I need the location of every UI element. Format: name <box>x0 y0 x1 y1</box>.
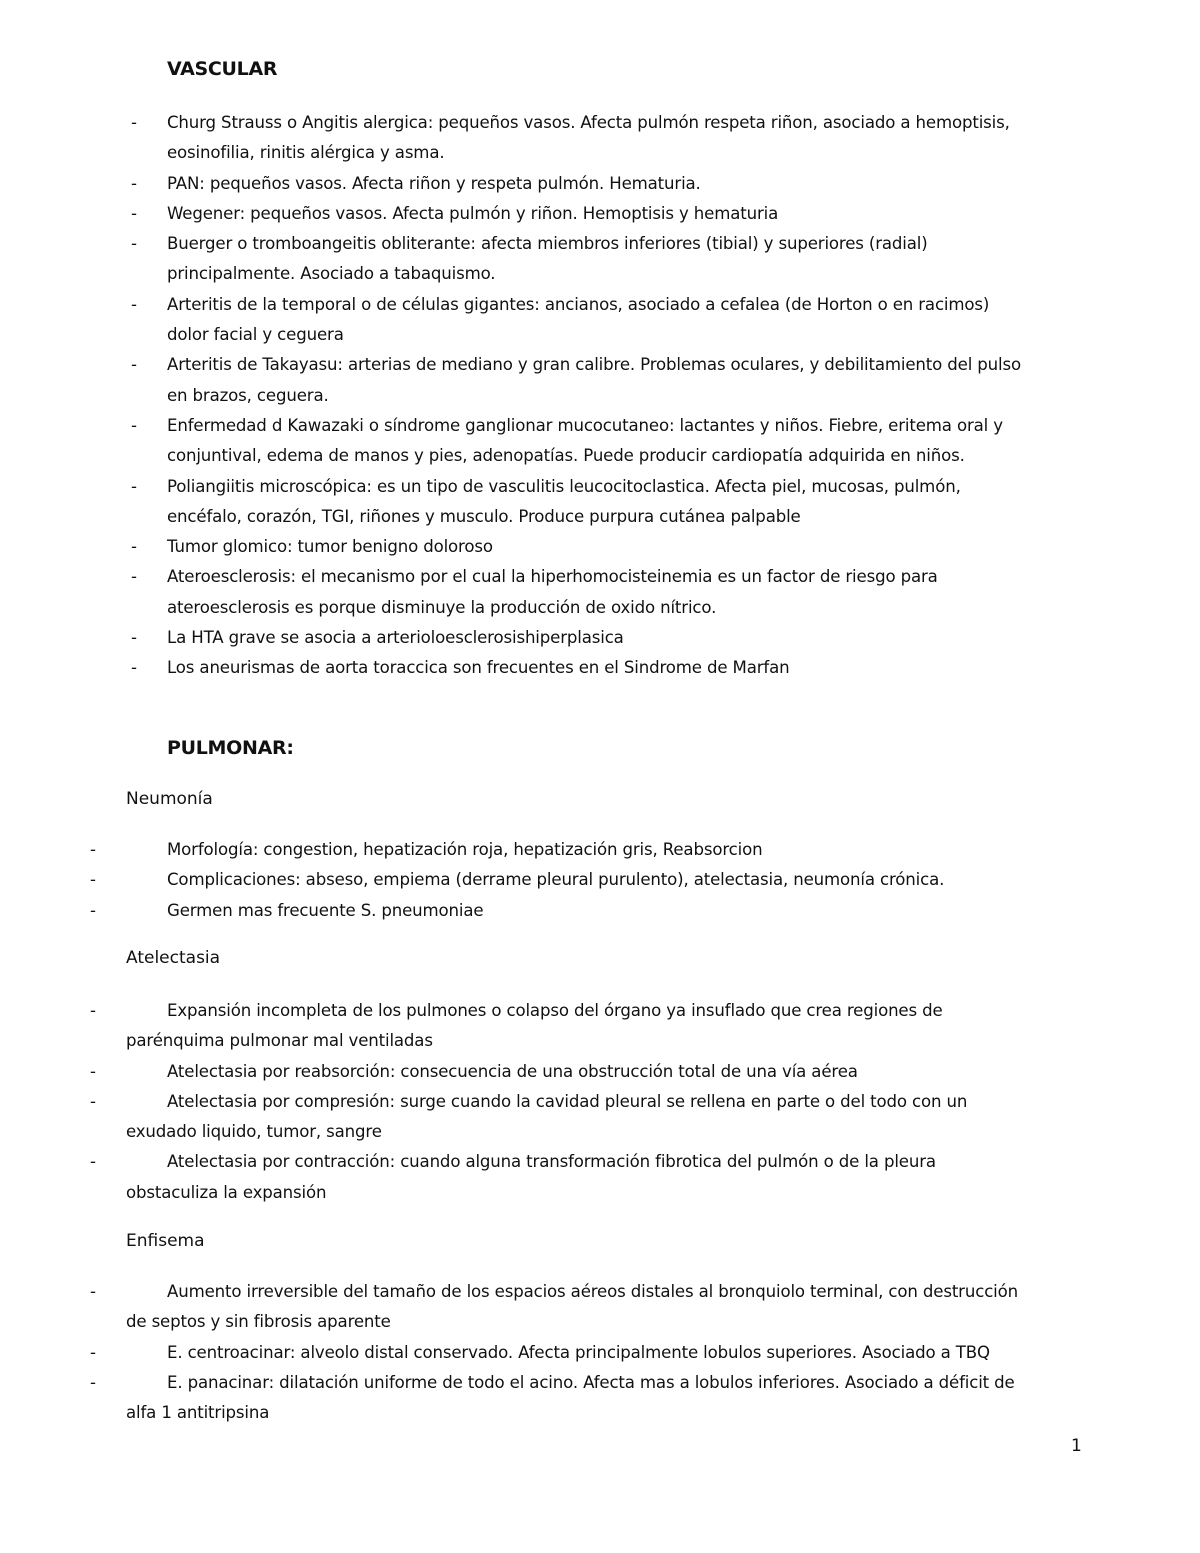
bullet-dash: - <box>90 1282 96 1301</box>
list-item-line <box>167 411 1200 441</box>
list-item <box>0 108 1200 169</box>
list-item-line <box>167 562 1200 592</box>
list-item-line <box>167 593 1200 623</box>
list-item <box>0 835 1200 865</box>
list-item-line <box>126 1307 1200 1337</box>
list-item-line <box>167 350 1200 380</box>
subsection-title-enfisema: Enfisema <box>126 1231 205 1251</box>
bullet-dash: - <box>131 234 137 254</box>
list-item-line <box>126 865 1200 895</box>
list-item-line <box>126 1026 1200 1056</box>
list-item-text: conjuntival, edema de manos y pies, adenopatías. Puede producir cardiopatía adquirida en niños. <box>167 446 965 466</box>
list-item-text: Poliangiitis microscópica: es un tipo de vasculitis leucocitoclastica. Afecta piel, mucosas, pulmón, <box>167 476 961 496</box>
list-item-line <box>167 441 1200 471</box>
list-item-text: exudado liquido, tumor, sangre <box>126 1122 382 1142</box>
list-item-text: E. centroacinar: alveolo distal conservado. Afecta principalmente lobulos superiores. Asociado a TBQ <box>167 1342 990 1362</box>
list-item-line <box>126 896 1200 926</box>
list-item <box>0 350 1200 411</box>
list-item <box>0 1368 1200 1429</box>
bullet-dash: - <box>90 1001 96 1020</box>
list-item-line <box>167 169 1200 199</box>
bullet-dash: - <box>90 1091 96 1111</box>
bullet-dash: - <box>131 628 137 648</box>
section-title-pulmonar: PULMONAR: <box>167 737 294 759</box>
list-item-line <box>126 1398 1200 1428</box>
list-item-text: parénquima pulmonar mal ventiladas <box>126 1031 433 1051</box>
bullet-dash: - <box>131 658 137 678</box>
bullet-dash: - <box>90 1061 96 1081</box>
list-item <box>0 1057 1200 1087</box>
bullet-dash: - <box>90 1342 96 1362</box>
list-item-text: Los aneurismas de aorta toraccica son frecuentes en el Sindrome de Marfan <box>167 658 790 678</box>
list-item <box>0 290 1200 351</box>
list-item-line <box>167 199 1200 229</box>
list-item-text: Arteritis de la temporal o de células gigantes: ancianos, asociado a cefalea (de Horton o en racimos) <box>167 294 990 314</box>
list-item-text: obstaculiza la expansión <box>126 1182 327 1202</box>
list-item <box>0 229 1200 290</box>
bullet-dash: - <box>131 203 137 223</box>
list-item <box>0 996 1200 1057</box>
list-item <box>0 896 1200 926</box>
list-item <box>0 1087 1200 1148</box>
bullet-dash: - <box>131 355 137 375</box>
list-item <box>0 623 1200 653</box>
list-item-text: encéfalo, corazón, TGI, riñones y musculo. Produce purpura cutánea palpable <box>167 506 801 526</box>
list-item-text: dolor facial y ceguera <box>167 325 344 345</box>
bullet-dash: - <box>90 900 96 920</box>
list-item <box>0 1277 1200 1338</box>
bullet-dash: - <box>90 870 96 890</box>
neumonia-list <box>0 835 1200 926</box>
list-item-line <box>167 108 1200 138</box>
enfisema-list <box>0 1277 1200 1428</box>
list-item-text: de septos y sin fibrosis aparente <box>126 1312 391 1332</box>
list-item-text: Atelectasia por compresión: surge cuando la cavidad pleural se rellena en parte o del todo con un <box>167 1091 968 1111</box>
list-item-text: Ateroesclerosis: el mecanismo por el cual la hiperhomocisteinemia es un factor de riesgo para <box>167 567 938 587</box>
list-item-line <box>167 532 1200 562</box>
list-item <box>0 199 1200 229</box>
list-item-line <box>126 1087 1200 1117</box>
list-item-line <box>167 290 1200 320</box>
list-item-line <box>126 1117 1200 1147</box>
list-item-line <box>167 381 1200 411</box>
list-item-text: en brazos, ceguera. <box>167 385 329 405</box>
list-item-text: La HTA grave se asocia a arterioloesclerosishiperplasica <box>167 628 624 648</box>
list-item-text: Expansión incompleta de los pulmones o colapso del órgano ya insuflado que crea regiones de <box>167 1001 943 1020</box>
list-item-line <box>126 1368 1200 1398</box>
list-item <box>0 562 1200 623</box>
list-item-text: Morfología: congestion, hepatización roja, hepatización gris, Reabsorcion <box>167 840 763 859</box>
list-item-text: Buerger o tromboangeitis obliterante: afecta miembros inferiores (tibial) y superiores (radial) <box>167 234 928 254</box>
list-item-line <box>167 472 1200 502</box>
list-item-text: Wegener: pequeños vasos. Afecta pulmón y riñon. Hemoptisis y hematuria <box>167 203 779 223</box>
bullet-dash: - <box>131 476 137 496</box>
list-item-line <box>126 996 1200 1026</box>
bullet-dash: - <box>131 537 137 557</box>
list-item-text: Enfermedad d Kawazaki o síndrome ganglionar mucocutaneo: lactantes y niños. Fiebre, eritema oral y <box>167 415 1003 435</box>
bullet-dash: - <box>90 1372 96 1392</box>
list-item-text: Tumor glomico: tumor benigno doloroso <box>167 537 493 557</box>
list-item-text: ateroesclerosis es porque disminuye la producción de oxido nítrico. <box>167 597 717 617</box>
list-item-line <box>126 1338 1200 1368</box>
list-item-line <box>126 835 1200 865</box>
list-item-line <box>167 623 1200 653</box>
list-item-line <box>167 229 1200 259</box>
list-item-line <box>167 320 1200 350</box>
list-item-text: E. panacinar: dilatación uniforme de todo el acino. Afecta mas a lobulos inferiores. Asociado a déficit de <box>167 1372 1015 1392</box>
list-item <box>0 1338 1200 1368</box>
subsection-title-atelectasia: Atelectasia <box>126 948 221 968</box>
list-item <box>0 169 1200 199</box>
list-item <box>0 653 1200 683</box>
list-item-line <box>126 1057 1200 1087</box>
bullet-dash: - <box>131 173 137 193</box>
list-item-text: Atelectasia por contracción: cuando alguna transformación fibrotica del pulmón o de la pleura <box>167 1152 936 1172</box>
bullet-dash: - <box>90 840 96 859</box>
list-item-text: Complicaciones: abseso, empiema (derrame pleural purulento), atelectasia, neumonía crónica. <box>167 870 945 890</box>
list-item <box>0 1147 1200 1208</box>
list-item-line <box>167 138 1200 168</box>
bullet-dash: - <box>131 294 137 314</box>
bullet-dash: - <box>131 113 137 132</box>
list-item-text: Aumento irreversible del tamaño de los espacios aéreos distales al bronquiolo terminal, con destrucción <box>167 1282 1018 1301</box>
list-item-text: principalmente. Asociado a tabaquismo. <box>167 264 496 284</box>
bullet-dash: - <box>131 415 137 435</box>
atelectasia-list <box>0 996 1200 1208</box>
bullet-dash: - <box>90 1152 96 1172</box>
list-item-line <box>167 502 1200 532</box>
vascular-list <box>0 108 1200 684</box>
list-item <box>0 411 1200 472</box>
list-item <box>0 532 1200 562</box>
list-item-text: Germen mas frecuente S. pneumoniae <box>167 900 484 920</box>
list-item <box>0 472 1200 533</box>
list-item-text: PAN: pequeños vasos. Afecta riñon y respeta pulmón. Hematuria. <box>167 173 701 193</box>
list-item-text: alfa 1 antitripsina <box>126 1403 270 1423</box>
bullet-dash: - <box>131 567 137 587</box>
list-item <box>0 865 1200 895</box>
list-item-line <box>167 259 1200 289</box>
list-item-text: Churg Strauss o Angitis alergica: pequeños vasos. Afecta pulmón respeta riñon, asociado a hemoptisis, <box>167 113 1010 132</box>
list-item-text: eosinofilia, rinitis alérgica y asma. <box>167 143 445 163</box>
section-title-vascular: VASCULAR <box>167 58 278 80</box>
list-item-text: Arteritis de Takayasu: arterias de mediano y gran calibre. Problemas oculares, y debilitamiento del pulso <box>167 355 1021 375</box>
list-item-line <box>126 1178 1200 1208</box>
subsection-title-neumonia: Neumonía <box>126 789 213 809</box>
list-item-line <box>167 653 1200 683</box>
page-number: 1 <box>1071 1436 1082 1456</box>
list-item-line <box>126 1147 1200 1177</box>
list-item-text: Atelectasia por reabsorción: consecuencia de una obstrucción total de una vía aérea <box>167 1061 858 1081</box>
list-item-line <box>126 1277 1200 1307</box>
